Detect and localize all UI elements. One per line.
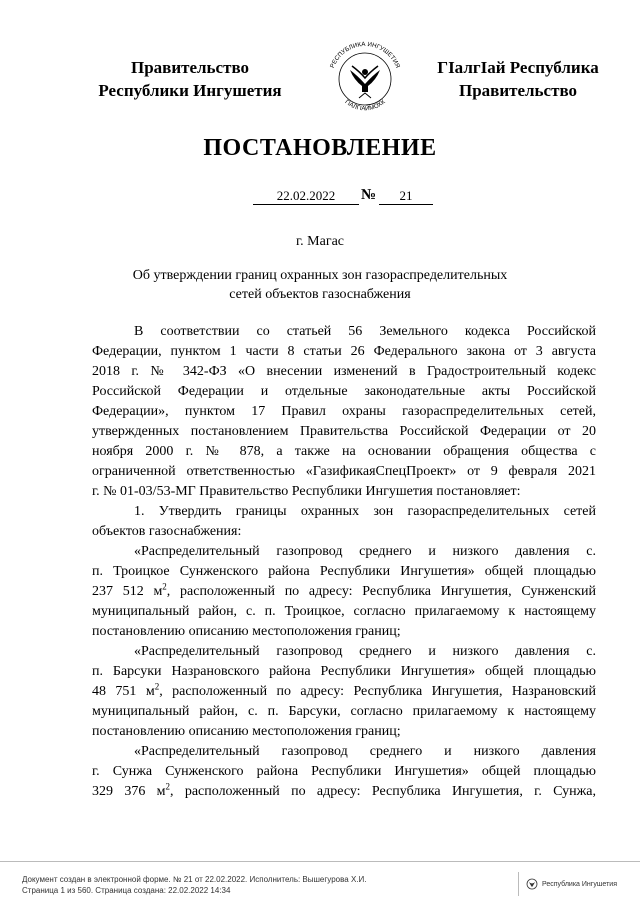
subject-line2: сетей объектов газоснабжения [229, 287, 411, 302]
body-line: «Распределительный газопровод среднего и низкого давления с. [134, 544, 596, 559]
area-rest: , расположенный по адресу: Республика Ингушетия, Назрановский [159, 684, 597, 699]
header-left-line2: Республики Ингушетия [98, 81, 282, 100]
footer-divider [0, 861, 640, 862]
body-line: г. Сунжа Сунженского района Республики Ингушетия» общей площадью [92, 764, 596, 779]
body-line: 1. Утвердить границы охранных зон газораспределительных сетей [134, 504, 596, 519]
body-line: постановлению описанию местоположения границ; [92, 724, 401, 739]
body-line: «Распределительный газопровод среднего и низкого давления с. [134, 644, 596, 659]
body-line: муниципальный район, с. п. Троицкое, согласно прилагаемому к настоящему [92, 604, 596, 619]
subject [0, 266, 640, 304]
body-line: ограниченной ответственностью «ГазификаяСпецПроект» от 9 февраля 2021 [92, 464, 596, 479]
body-line: утвержденных постановлением Правительства Российской Федерации от 20 [92, 424, 596, 439]
footer-separator [518, 872, 519, 896]
body-line-area [92, 682, 596, 702]
subject-line1: Об утверждении границ охранных зон газораспределительных [132, 268, 508, 283]
body-line-area [92, 582, 596, 602]
body-line: постановлению описанию местоположения границ; [92, 624, 401, 639]
area-value: 329 376 м [92, 784, 166, 799]
emblem-bottom-text: ГIАЛГIАЙМОХК [343, 98, 387, 113]
body-line-area [92, 782, 596, 802]
footer-line1: Документ создан в электронной форме. № 21 от 22.02.2022. Исполнитель: Вышегурова Х.И. [22, 875, 367, 884]
footer-line2: Страница 1 из 560. Страница создана: 22.02.2022 14:34 [22, 886, 231, 895]
number-sign: № [361, 187, 377, 203]
superscript: 2 [165, 781, 171, 792]
body-line: объектов газоснабжения: [92, 524, 242, 539]
body-line: муниципальный район, с. п. Барсуки, согласно прилагаемому к настоящему [92, 704, 596, 719]
svg-text:РЕСПУБЛИКА ИНГУШЕТИЯ [329, 41, 401, 69]
area-value: 237 512 м [92, 584, 163, 599]
body-line: п. Барсуки Назрановского района Республики Ингушетия» общей площадью [92, 664, 596, 679]
footer-brand [526, 878, 617, 890]
body-line: Федерации, пунктом 1 части 8 статьи 26 Федерального закона от 3 августа [92, 344, 596, 359]
header-right-line1: ГIалгIай Республика [437, 58, 599, 77]
emblem-top-text: РЕСПУБЛИКА ИНГУШЕТИЯ [329, 40, 401, 70]
area-value: 48 751 м [92, 684, 155, 699]
area-rest: , расположенный по адресу: Республика Ингушетия, Сунженский [166, 584, 596, 599]
body-line: ноября 2000 г. № 878, а также на основании обращения общества с [92, 444, 596, 459]
document-title: ПОСТАНОВЛЕНИЕ [203, 135, 437, 161]
emblem-small-icon [526, 878, 538, 890]
footer-info [22, 874, 366, 896]
city: г. Магас [296, 234, 344, 249]
document-date: 22.02.2022 [253, 188, 359, 205]
header-right-line2: Правительство [458, 81, 578, 100]
body-line: «Распределительный газопровод среднего и низкого давления [134, 744, 596, 759]
body-line: Российской Федерации и отдельные законодательные акты Российской [92, 384, 596, 399]
header-left-line1: Правительство [130, 58, 250, 77]
document-number: 21 [379, 188, 433, 205]
coat-of-arms-emblem [322, 36, 408, 122]
body-line: Федерации», пунктом 17 Правил охраны газораспределительных сетей, [92, 404, 596, 419]
superscript: 2 [162, 581, 167, 592]
footer-brand-label: Республика Ингушетия [542, 880, 618, 888]
body-line: г. № 01-03/53-МГ Правительство Республики Ингушетия постановляет: [92, 484, 521, 499]
body-line: 2018 г. № 342-ФЗ «О внесении изменений в Градостроительный кодекс [92, 364, 596, 379]
area-rest: , расположенный по адресу: Республика Ингушетия, г. Сунжа, [170, 784, 597, 799]
header-right [418, 56, 618, 102]
date-number-line [0, 188, 640, 208]
header-left [70, 56, 310, 102]
body-line: В соответствии со статьей 56 Земельного кодекса Российской [134, 324, 596, 339]
superscript: 2 [154, 681, 160, 692]
body-line: п. Троицкое Сунженского района Республики Ингушетия» общей площадью [92, 564, 596, 579]
document-body [92, 322, 596, 802]
